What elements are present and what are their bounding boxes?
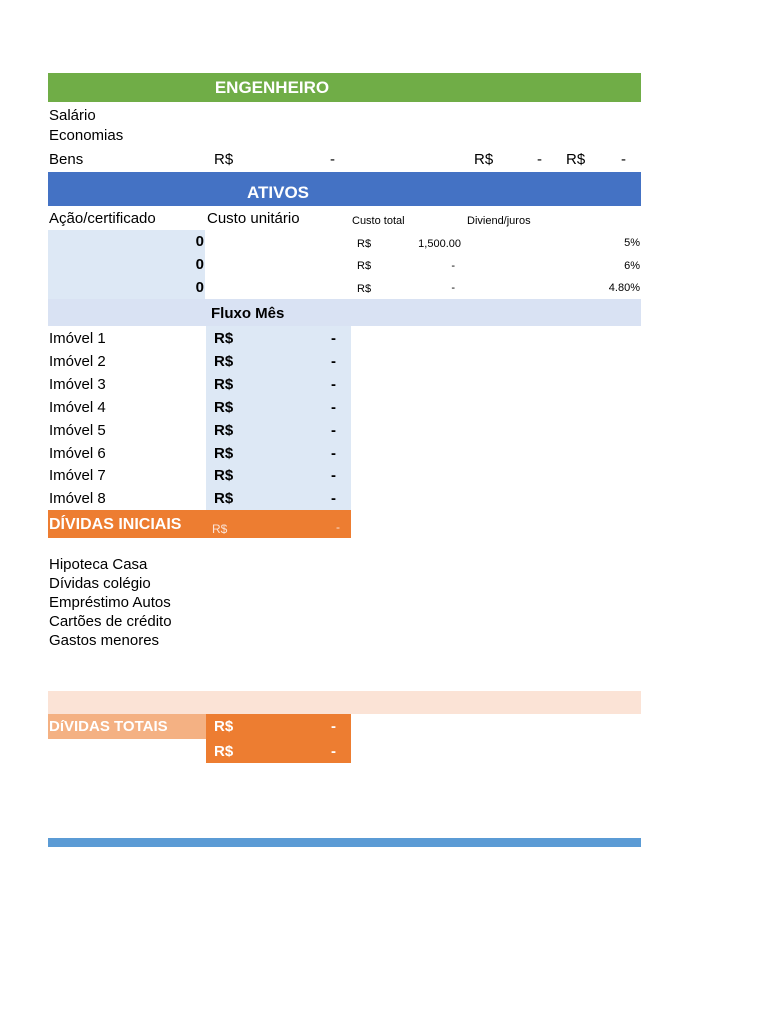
col-dividend-header: Diviend/juros: [467, 215, 531, 227]
imovel-value: -: [331, 422, 336, 439]
dividas-totais-currency-2: R$: [214, 743, 234, 760]
col-custo-unit-header: Custo unitário: [207, 210, 300, 227]
debt-item: Empréstimo Autos: [49, 594, 171, 611]
economias-label: Economias: [49, 127, 124, 144]
imovel-label: Imóvel 1: [49, 330, 106, 347]
debt-item: Hipoteca Casa: [49, 556, 148, 573]
dividas-iniciais-currency: R$: [212, 522, 228, 536]
salario-label: Salário: [49, 107, 96, 124]
col-acao-header: Ação/certificado: [49, 210, 156, 227]
dividas-iniciais-title: DÍVIDAS INICIAIS: [49, 516, 182, 533]
imovel-label: Imóvel 5: [49, 422, 106, 439]
ativo-rate: 4.80%: [608, 282, 640, 294]
debt-item: Dívidas colégio: [49, 575, 151, 592]
imovel-value: -: [331, 467, 336, 484]
imovel-label: Imóvel 6: [49, 445, 106, 462]
imovel-value: -: [331, 490, 336, 507]
imovel-label: Imóvel 4: [49, 399, 106, 416]
footer-bar: [48, 838, 641, 847]
bens-value-1: -: [330, 151, 335, 168]
bens-label: Bens: [49, 151, 84, 168]
page-title: ENGENHEIRO: [214, 78, 330, 97]
ativo-rate: 6%: [624, 260, 640, 272]
imovel-value: -: [331, 353, 336, 370]
dividas-iniciais-value: -: [336, 520, 340, 534]
imovel-currency: R$: [214, 376, 234, 393]
imovel-value: -: [331, 376, 336, 393]
ativo-rate: 5%: [624, 237, 640, 249]
ativo-total: 1,500.00: [418, 238, 461, 250]
imovel-currency: R$: [214, 467, 234, 484]
imovel-currency: R$: [214, 490, 234, 507]
imovel-currency: R$: [214, 330, 234, 347]
ativo-qty: 0: [195, 233, 204, 250]
ativos-title: ATIVOS: [246, 183, 310, 202]
imovel-label: Imóvel 3: [49, 376, 106, 393]
ativo-total: -: [451, 260, 455, 272]
bens-currency-2: R$: [474, 151, 494, 168]
ativo-currency: R$: [357, 238, 372, 250]
imovel-label: Imóvel 8: [49, 490, 106, 507]
debt-item: Cartões de crédito: [49, 613, 172, 630]
imovel-value: -: [331, 399, 336, 416]
imovel-value: -: [331, 330, 336, 347]
imovel-currency: R$: [214, 422, 234, 439]
ativo-qty: 0: [195, 256, 204, 273]
ativo-qty: 0: [195, 279, 204, 296]
imovel-currency: R$: [214, 399, 234, 416]
debt-item: Gastos menores: [49, 632, 160, 649]
fluxo-title: Fluxo Mês: [211, 305, 285, 322]
imovel-currency: R$: [214, 353, 234, 370]
col-custo-total-header: Custo total: [352, 215, 405, 227]
bens-currency-3: R$: [566, 151, 586, 168]
imovel-value: -: [331, 445, 336, 462]
ativo-total: -: [451, 282, 455, 294]
dividas-totais-label: DíVIDAS TOTAIS: [49, 718, 168, 735]
imovel-currency: R$: [214, 445, 234, 462]
imovel-label: Imóvel 2: [49, 353, 106, 370]
bens-value-3: -: [621, 151, 626, 168]
ativo-currency: R$: [357, 283, 372, 295]
dividas-totais-value-2: -: [331, 743, 336, 760]
fluxo-header-bar: [48, 299, 641, 326]
bens-currency-1: R$: [214, 151, 234, 168]
dividas-totais-value-1: -: [331, 718, 336, 735]
imovel-label: Imóvel 7: [49, 467, 106, 484]
bens-value-2: -: [537, 151, 542, 168]
peach-band: [48, 691, 641, 714]
ativo-currency: R$: [357, 260, 372, 272]
dividas-totais-currency-1: R$: [214, 718, 234, 735]
